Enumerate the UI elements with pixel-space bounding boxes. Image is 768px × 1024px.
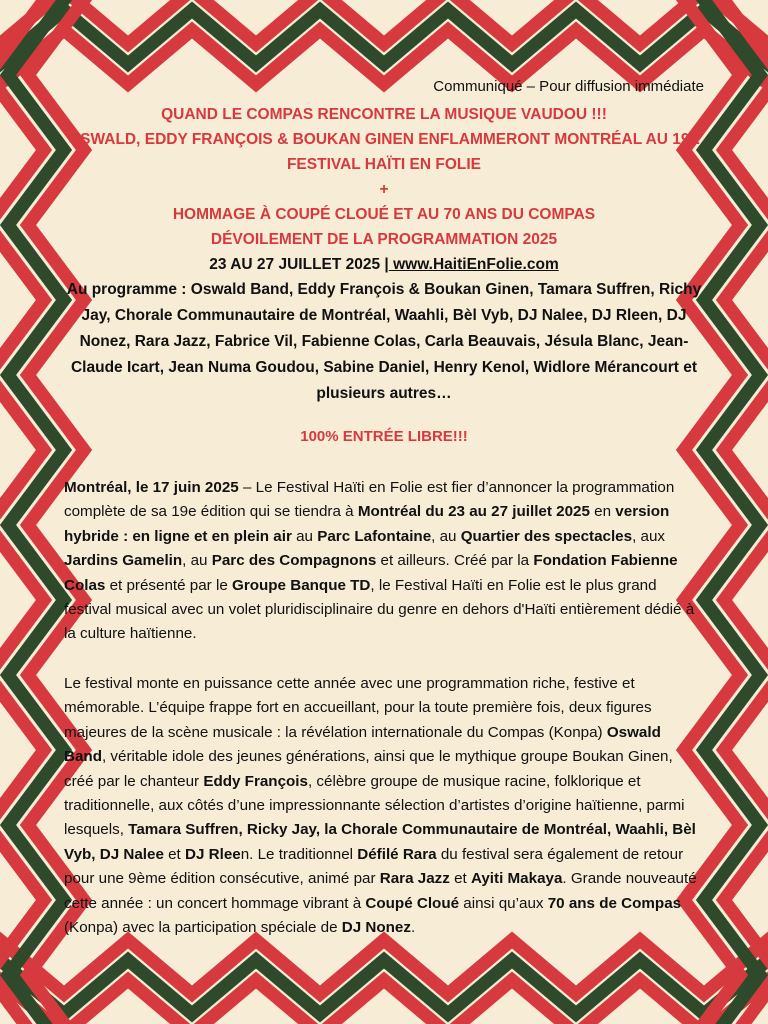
p1-run: Parc Lafontaine (317, 527, 432, 545)
headline-tribute: HOMMAGE À COUPÉ CLOUÉ ET AU 70 ANS DU COMPAS (172, 206, 596, 223)
paragraph-announcement (64, 476, 704, 647)
press-release-tagline: Communiqué – Pour diffusion immédiate (433, 78, 704, 95)
festival-dates (60, 252, 708, 277)
p1-run: – Le Festival Haïti en Folie est fier d’annoncer la programmation complète de sa 19e édition qui se tiendra à (64, 479, 675, 521)
p2-run: Coupé Cloué (365, 894, 460, 912)
p1-run: Jardins Gamelin (64, 552, 183, 570)
p2-run: Défilé Rara (357, 845, 437, 863)
p1-run: , le Festival Haïti en Folie est le plus grand festival musical avec un volet pluridisciplinaire du genre en dehors d'Haïti entièrement dédié à la culture haïtienne. (64, 576, 695, 643)
p2-run: ainsi qu’aux (459, 894, 548, 912)
header-block (60, 102, 708, 407)
p2-run: , célèbre groupe de musique racine, folklorique et traditionnelle, aux côtés d’une impressionnante sélection d’artistes d’origine haïtienne, parmi lesquels, (64, 772, 685, 839)
p1-run: Fondation Fabienne Colas (64, 552, 678, 594)
p2-run: . (410, 919, 416, 937)
p2-run: (Konpa) avec la participation spéciale de (64, 919, 342, 937)
p2-run: Tamara Suffren, Ricky Jay, la Chorale Communautaire de Montréal, Waahli, Bèl Vyb, DJ Nalee (64, 821, 696, 863)
programme-list: Au programme : Oswald Band, Eddy François & Boukan Ginen, Tamara Suffren, Richy Jay, Chorale Communautaire de Montréal, Waahli, Bèl Vyb, DJ Nalee, DJ Rleen, DJ Nonez, Rara Jazz, Fabrice Vil, Fabienne Colas, Carla Beauvais, Jésula Blanc, Jean-Claude Icart, Jean Numa Goudou, Sabine Daniel, Henry Kenol, Widlore Mérancourt et plusieurs autres… (66, 281, 702, 402)
p2-run: et (163, 845, 185, 863)
p2-run: Le festival monte en puissance cette année avec une programmation riche, festive et mémorable. L’équipe frappe fort en accueillant, pour la toute première fois, deux figures majeures de la scène musicale : la révélation internationale du Compas (Konpa) (64, 675, 652, 741)
p2-run: DJ Nonez (341, 919, 411, 937)
p2-run: du festival sera également de retour pour une 9ème édition consécutive, animé par (64, 845, 684, 888)
p2-run: Oswald Band (64, 723, 661, 766)
headline-artists: OSWALD, EDDY FRANÇOIS & BOUKAN GINEN ENFLAMMERONT MONTRÉAL AU 19E FESTIVAL HAÏTI EN FOLIE (68, 131, 700, 173)
p1-run: Montréal, le 17 juin 2025 (64, 479, 239, 496)
p1-run: Montréal du 23 au 27 juillet 2025 (357, 503, 590, 521)
p2-run: . Grande nouveauté cette année : un concert hommage vibrant à (64, 870, 697, 912)
p1-run: et présenté par le (105, 576, 232, 594)
p2-run: 70 ans de Compas (547, 894, 682, 912)
paragraph-lineup (64, 672, 704, 940)
p1-run: version hybride : en ligne et en plein air (64, 503, 670, 545)
p1-run: au (291, 527, 318, 545)
p1-run: , au (431, 527, 461, 545)
dates-text: 23 AU 27 JUILLET 2025 | (209, 256, 389, 273)
p1-run: et ailleurs. Créé par la (376, 552, 534, 570)
p2-run: , véritable idole des jeunes générations, ainsi que le mythique groupe Boukan Ginen, créé par le chanteur (64, 748, 673, 790)
headline-plus: + (379, 181, 389, 198)
p1-run: , aux (632, 527, 666, 545)
p2-run: et (449, 870, 471, 888)
p2-run: Eddy François (203, 772, 308, 790)
p1-run: Quartier des spectacles (460, 527, 633, 545)
p2-run: Ayiti Makaya (470, 870, 563, 888)
p2-run: DJ Rlee (185, 845, 241, 863)
headline-compas-vaudou: QUAND LE COMPAS RENCONTRE LA MUSIQUE VAUDOU !!! (161, 106, 607, 123)
headline-program-reveal: DÉVOILEMENT DE LA PROGRAMMATION 2025 (210, 231, 558, 248)
free-entry-banner: 100% ENTRÉE LIBRE!!! (300, 428, 468, 445)
p1-run: Parc des Compagnons (211, 552, 377, 570)
p2-run: Rara Jazz (379, 870, 450, 888)
p1-run: en (589, 503, 616, 521)
p1-run: , au (182, 552, 212, 570)
p1-run: Groupe Banque TD (232, 576, 371, 594)
website-link[interactable]: www.HaitiEnFolie.com (388, 256, 559, 273)
p2-run: n. Le traditionnel (240, 845, 358, 863)
